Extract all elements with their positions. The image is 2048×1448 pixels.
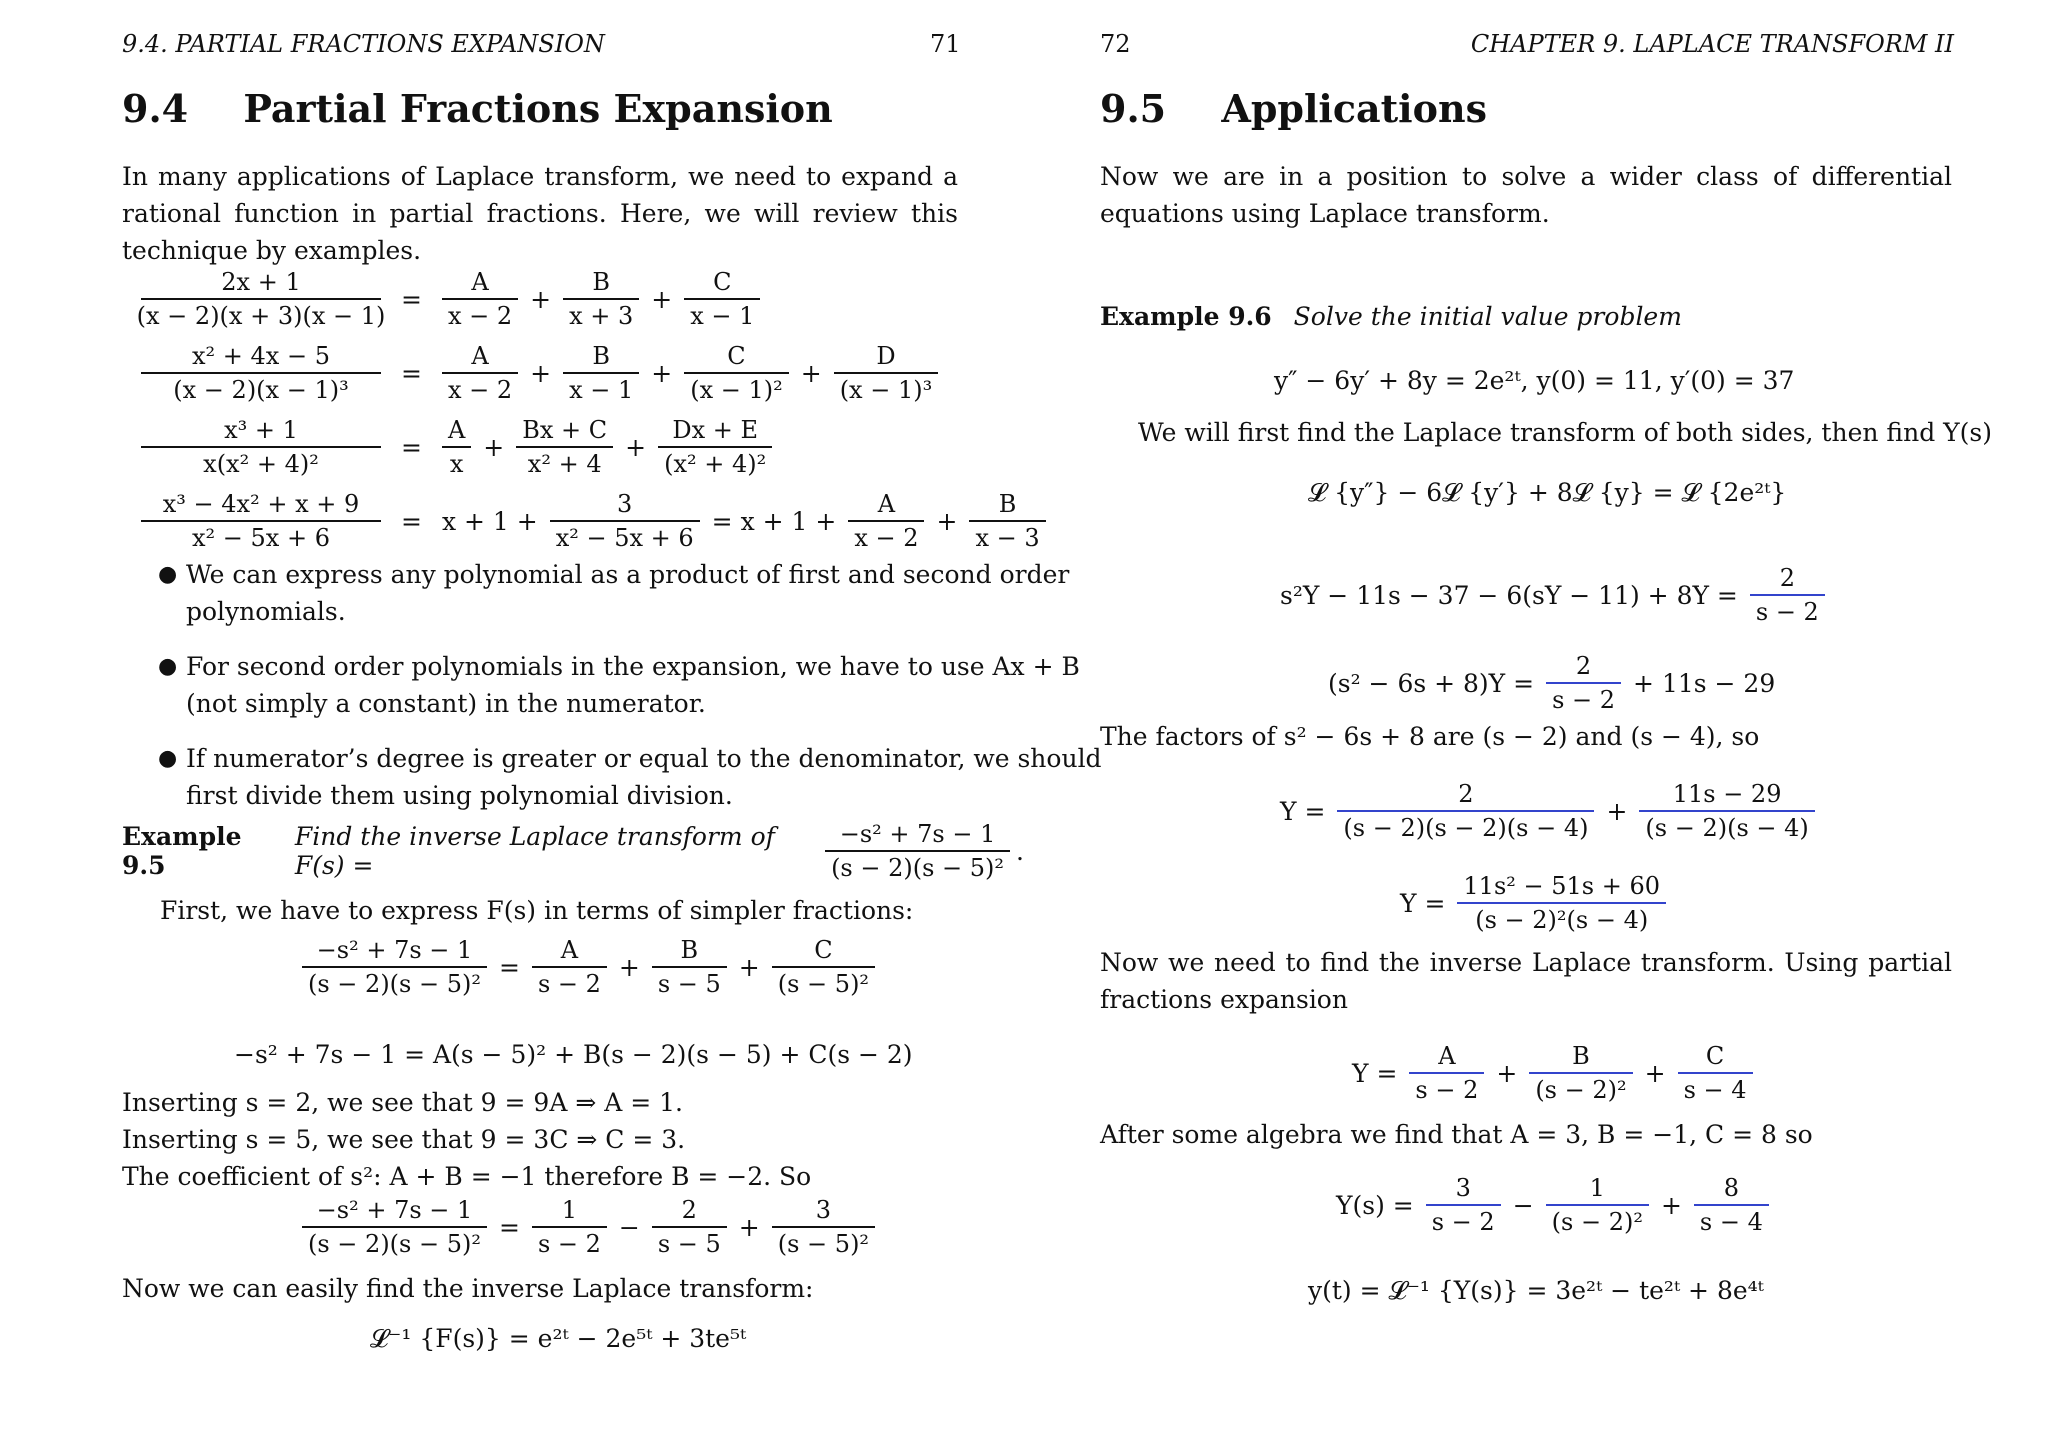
bullet-2-line-2: (not simply a constant) in the numerator. <box>186 689 706 718</box>
frac-num: 11s² − 51s + 60 <box>1463 872 1661 900</box>
frac-num: B <box>680 936 699 964</box>
example-label: Example 9.5 <box>122 822 242 880</box>
equation-expansion-4: $\frac{\text{x³ − 4x² + x + 9}}{\text{x² − 5x + 6}}$ = x + 1 + $\frac{3}{\text{x² − 5x + 6}}$ = x + 1 + $\frac{A}{x - 2}$ + $\frac{B}{x - 3}$ <box>135 490 1052 552</box>
section-number: 9.5 <box>1100 86 1167 131</box>
frac-den: x(x² + 4)² <box>203 450 319 478</box>
eqD-lhs: Y = <box>1400 888 1446 918</box>
frac-num: 3 <box>1455 1174 1471 1202</box>
frac-num: A <box>471 342 489 370</box>
factors-line: The factors of s² − 6s + 8 are (s − 2) and (s − 4), so <box>1100 722 1760 751</box>
frac-num: C <box>713 268 732 296</box>
frac-den: (s − 2)² <box>1551 1208 1643 1236</box>
eqA-lhs: s²Y − 11s − 37 − 6(sY − 11) + 8Y = <box>1280 580 1738 610</box>
equation-partial-result: $\frac{\text{−s² + 7s − 1}}{\text{(s − 2)(s − 5)²}}$ = $\frac{1}{s - 2}$ − $\frac{2}{s - 5}$ + $\frac{3}{\text{(s − 5)²}}$ <box>296 1196 881 1258</box>
frac-num: −s² + 7s − 1 <box>839 820 996 848</box>
frac-den: (x − 1)³ <box>839 376 933 404</box>
frac-den: s − 5 <box>657 1230 721 1258</box>
eqB-lhs: (s² − 6s + 8)Y = <box>1328 668 1535 698</box>
intro-paragraph-right: Now we are in a position to solve a wider class of differential equations using Laplace transform. <box>1100 162 1952 228</box>
frac-den: s − 2 <box>537 1230 601 1258</box>
equation-inverse-result: 𝓛⁻¹ {F(s)} = e²ᵗ − 2e⁵ᵗ + 3te⁵ᵗ <box>370 1324 747 1353</box>
frac-num: B <box>592 342 610 370</box>
frac-num: A <box>447 416 466 444</box>
frac-num: C <box>727 342 746 370</box>
section-number: 9.4 <box>122 86 189 131</box>
frac-den: x − 1 <box>569 376 634 404</box>
frac-den: (s − 5)² <box>777 1230 870 1258</box>
frac-den: (x − 2)(x + 3)(x − 1) <box>136 302 386 330</box>
frac-den: s − 5 <box>657 970 721 998</box>
frac-num: A <box>560 936 579 964</box>
equation-final-solution: y(t) = 𝓛⁻¹ {Y(s)} = 3e²ᵗ − te²ᵗ + 8e⁴ᵗ <box>1308 1276 1764 1305</box>
frac-num: x³ − 4x² + x + 9 <box>162 490 360 518</box>
frac-den: (s − 2)(s − 4) <box>1645 814 1809 842</box>
eq4-middle: = x + 1 + <box>711 506 837 536</box>
frac-den: x + 3 <box>569 302 634 330</box>
equation-y-partial-form: Y = $\frac{A}{s - 2}$ + $\frac{B}{\text{(s − 2)²}}$ + $\frac{C}{s - 4}$ <box>1346 1042 1759 1104</box>
frac-den: x² − 5x + 6 <box>555 524 694 552</box>
frac-num: 2 <box>681 1196 697 1224</box>
frac-num: A <box>877 490 896 518</box>
example-text: Find the inverse Laplace transform of F(s) = <box>294 822 775 880</box>
frac-num: B <box>1572 1042 1590 1070</box>
equation-partial-form: $\frac{\text{−s² + 7s − 1}}{\text{(s − 2)(s − 5)²}}$ = $\frac{A}{s - 2}$ + $\frac{B}{s - 5}$ + $\frac{C}{\text{(s − 5)²}}$ <box>296 936 881 998</box>
frac-den: s − 2 <box>537 970 601 998</box>
frac-den: (s − 2)(s − 5)² <box>308 970 481 998</box>
frac-num: C <box>814 936 833 964</box>
bullet-3-line-2: first divide them using polynomial division. <box>186 781 733 810</box>
page-right <box>1024 0 2048 1448</box>
bullet-2-line-1: For second order polynomials in the expansion, we have to use Ax + B <box>186 652 1080 681</box>
frac-den: s − 2 <box>1755 598 1819 626</box>
example-9-5 <box>122 820 1024 882</box>
frac-num: A <box>1438 1042 1456 1070</box>
bullet-dot: ● <box>158 654 178 679</box>
frac-den: x − 2 <box>854 524 919 552</box>
equation-collected <box>1322 652 1781 714</box>
eqE-lhs: Y = <box>1352 1058 1398 1088</box>
equation-laplace-both-sides: 𝓛 {y″} − 6𝓛 {y′} + 8𝓛 {y} = 𝓛 {2e²ᵗ} <box>1308 478 1787 507</box>
frac-den: x − 2 <box>447 376 513 404</box>
frac-den: s − 2 <box>1415 1076 1479 1104</box>
equation-transformed <box>1274 564 1831 626</box>
frac-num: 2x + 1 <box>221 268 301 296</box>
section-heading-9-5 <box>1100 86 1487 131</box>
algebra-line: After some algebra we find that A = 3, B = −1, C = 8 so <box>1100 1120 1813 1149</box>
frac-den: (s − 2)(s − 5)² <box>831 854 1005 882</box>
frac-num: 1 <box>561 1196 578 1224</box>
frac-den: s − 2 <box>1552 686 1616 714</box>
first-express-line: First, we have to express F(s) in terms of simpler fractions: <box>160 896 914 925</box>
frac-num: x² + 4x − 5 <box>192 342 330 370</box>
page-number-left: 71 <box>930 30 961 58</box>
frac-num: Bx + C <box>522 416 608 444</box>
equation-ivp: y″ − 6y′ + 8y = 2e²ᵗ, y(0) = 11, y′(0) = 37 <box>1274 366 1795 395</box>
example-text: Solve the initial value problem <box>1293 302 1682 331</box>
equation-y-combined <box>1394 872 1672 934</box>
frac-num: −s² + 7s − 1 <box>316 936 473 964</box>
bullet-dot: ● <box>158 562 178 587</box>
frac-den: x² + 4 <box>527 450 602 478</box>
frac-den: (s − 5)² <box>777 970 870 998</box>
frac-den: (x − 1)² <box>690 376 783 404</box>
frac-num: B <box>998 490 1017 518</box>
equation-expansion-2: $\frac{\text{x² + 4x − 5}}{\text{(x − 2)(x − 1)³}}$ = $\frac{A}{x - 2}$ + $\frac{B}{x - 1}$ + $\frac{C}{\text{(x − 1)²}}$ + $\frac{D}{\text{(x − 1)³}}$ <box>135 342 944 404</box>
frac-den: s − 2 <box>1431 1208 1495 1236</box>
page-number-right: 72 <box>1100 30 1131 58</box>
frac-num: 8 <box>1723 1174 1740 1202</box>
equation-expansion-1: $\frac{2x + 1}{(x - 2)(x + 3)(x - 1)}$ = $\frac{A}{x - 2}$ + $\frac{B}{x + 3}$ + $\frac{C}{x - 1}$ <box>135 268 766 330</box>
first-laplace-line: We will first find the Laplace transform of both sides, then find Y(s) <box>1138 418 1992 447</box>
frac-den: s − 4 <box>1683 1076 1747 1104</box>
running-header-left: 9.4. PARTIAL FRACTIONS EXPANSION <box>122 30 605 58</box>
inverse-expansion-paragraph: Now we need to find the inverse Laplace transform. Using partial fractions expansion <box>1100 948 1952 1014</box>
bullet-3-line-1: If numerator’s degree is greater or equal to the denominator, we should <box>186 744 1102 773</box>
section-title: Partial Fractions Expansion <box>243 86 833 131</box>
bullet-1-line-2: polynomials. <box>186 597 346 626</box>
eqF-lhs: Y(s) = <box>1336 1190 1414 1220</box>
frac-num: 1 <box>1589 1174 1605 1202</box>
frac-den: (s − 2)(s − 5)² <box>308 1230 481 1258</box>
frac-num: A <box>471 268 489 296</box>
frac-num: 2 <box>1779 564 1795 592</box>
frac-num: 3 <box>815 1196 832 1224</box>
frac-num: x³ + 1 <box>224 416 298 444</box>
section-title: Applications <box>1221 86 1487 131</box>
frac-num: Dx + E <box>672 416 759 444</box>
frac-num: 2 <box>1575 652 1592 680</box>
frac-den: s − 4 <box>1699 1208 1763 1236</box>
frac-num: 2 <box>1458 780 1474 808</box>
bullet-1-line-1: We can express any polynomial as a product of first and second order <box>186 560 1070 589</box>
eqC-lhs: Y = <box>1280 796 1326 826</box>
equation-y-of-s: Y(s) = $\frac{3}{s - 2}$ − $\frac{1}{\text{(s − 2)²}}$ + $\frac{8}{s - 4}$ <box>1330 1174 1775 1236</box>
frac-den: (s − 2)² <box>1535 1076 1627 1104</box>
inserting-s-2: Inserting s = 2, we see that 9 = 9A ⇒ A = 1. <box>122 1088 683 1117</box>
eqB-rest: + 11s − 29 <box>1633 668 1776 698</box>
frac-den: x <box>449 450 464 478</box>
frac-den: x − 1 <box>690 302 755 330</box>
section-heading-9-4 <box>122 86 833 131</box>
bullet-dot: ● <box>158 746 178 771</box>
example-label: Example 9.6 <box>1100 302 1272 331</box>
frac-num: D <box>876 342 896 370</box>
frac-den: (x − 2)(x − 1)³ <box>173 376 349 404</box>
frac-num: C <box>1705 1042 1725 1070</box>
frac-den: x − 2 <box>447 302 513 330</box>
frac-den: x − 3 <box>975 524 1040 552</box>
equation-solve-y: Y = $\frac{2}{(s - 2)(s - 2)(s - 4)}$ + $\frac{11s - 29}{(s - 2)(s - 4)}$ <box>1274 780 1821 842</box>
example-9-6 <box>1100 302 1682 331</box>
frac-num: B <box>592 268 610 296</box>
frac-den: (s − 2)²(s − 4) <box>1475 906 1649 934</box>
equation-expansion-3: $\frac{\text{x³ + 1}}{\text{x(x² + 4)²}}$ = $\frac{A}{x}$ + $\frac{Bx + C}{\text{x² + 4}}$ + $\frac{Dx + E}{\text{(x² + 4)²}}$ <box>135 416 778 478</box>
coefficient-line: The coefficient of s²: A + B = −1 therefore B = −2. So <box>122 1162 812 1191</box>
intro-paragraph: In many applications of Laplace transform, we need to expand a rational function in partial fractions. Here, we will review this technique by examples. <box>122 162 958 265</box>
inserting-s-5: Inserting s = 5, we see that 9 = 3C ⇒ C = 3. <box>122 1125 686 1154</box>
equation-numerator-identity: −s² + 7s − 1 = A(s − 5)² + B(s − 2)(s − 5) + C(s − 2) <box>234 1040 913 1069</box>
frac-den: x² − 5x + 6 <box>192 524 330 552</box>
frac-den: (x² + 4)² <box>664 450 767 478</box>
eq4-prefix: x + 1 + <box>441 506 538 536</box>
now-inverse-line: Now we can easily find the inverse Laplace transform: <box>122 1274 814 1303</box>
example-period: . <box>1016 836 1024 866</box>
frac-num: 3 <box>617 490 633 518</box>
frac-num: −s² + 7s − 1 <box>316 1196 473 1224</box>
running-header-right: CHAPTER 9. LAPLACE TRANSFORM II <box>1470 30 1954 58</box>
frac-num: 11s − 29 <box>1672 780 1782 808</box>
frac-den: (s − 2)(s − 2)(s − 4) <box>1343 814 1589 842</box>
